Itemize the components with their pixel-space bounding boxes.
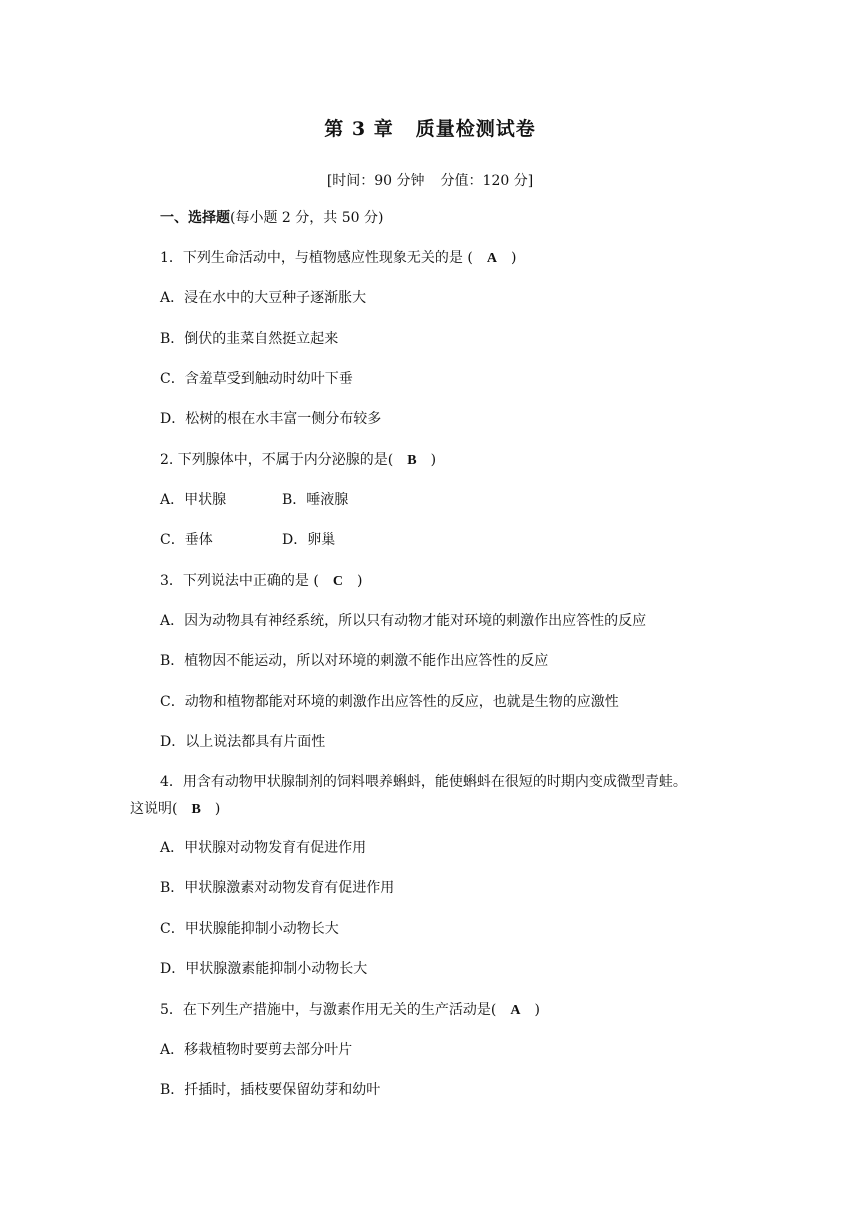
question-text: 3．下列说法中正确的是 ( [160,573,319,589]
option-line: D．以上说法都具有片面性 [160,734,326,750]
question-close: ) [356,573,363,589]
option-line: A．移栽植物时要剪去部分叶片 [160,1042,353,1058]
total-score: 分值：120 分] [440,173,534,189]
option-line: D．松树的根在水丰富一侧分布较多 [160,411,382,427]
option-line: B．扦插时，插枝要保留幼芽和幼叶 [160,1082,381,1098]
option-line: A．甲状腺 [160,492,227,508]
answer-mark: B [407,453,417,468]
option-line: C．甲状腺能抑制小动物长大 [160,921,339,937]
section-heading [160,208,383,228]
option-line: A．甲状腺对动物发育有促进作用 [160,840,367,856]
option-line: A．因为动物具有神经系统，所以只有动物才能对环境的刺激作出应答性的反应 [160,613,647,629]
option-line: B．植物因不能运动，所以对环境的刺激不能作出应答性的反应 [160,653,549,669]
question-3-stem [160,571,362,592]
option-line: B．倒伏的韭菜自然挺立起来 [160,331,339,347]
answer-mark: B [191,802,201,817]
question-1-stem [160,248,516,269]
option-line: B．唾液腺 [282,492,349,508]
answer-mark: C [332,574,343,589]
time-limit: [时间：90 分钟 [326,173,425,189]
question-4-stem-cont [130,799,220,820]
question-text: 1．下列生命活动中，与植物感应性现象无关的是 ( [160,250,473,266]
option-line: C．含羞草受到触动时幼叶下垂 [160,371,353,387]
question-text: 5．在下列生产措施中，与激素作用无关的生产活动是( [160,1002,497,1018]
option-line: A．浸在水中的大豆种子逐渐胀大 [160,290,367,306]
question-5-stem [160,1000,540,1021]
question-close: ) [214,801,221,817]
chapter-label: 第 3 章 [324,118,394,140]
page-title [0,114,860,141]
section-title: 一、选择题 [160,210,230,226]
option-line: D．甲状腺激素能抑制小动物长大 [160,961,368,977]
exam-title: 质量检测试卷 [415,118,536,140]
question-close: ) [510,250,517,266]
answer-mark: A [510,1003,521,1018]
option-line: C．垂体 [160,532,213,548]
option-line: D．卵巢 [282,532,336,548]
question-close: ) [430,452,437,468]
question-close: ) [534,1002,540,1018]
answer-mark: A [486,251,497,266]
question-text: 这说明( [130,801,178,817]
section-note: (每小题 2 分，共 50 分) [230,210,384,226]
option-line: C．动物和植物都能对环境的刺激作出应答性的反应，也就是生物的应激性 [160,694,619,710]
question-text: 2. 下列腺体中，不属于内分泌腺的是( [160,452,394,468]
question-4-stem: 4．用含有动物甲状腺制剂的饲料喂养蝌蚪，能使蝌蚪在很短的时期内变成微型青蛙。 [160,774,687,790]
exam-meta [0,170,860,190]
question-2-stem [160,450,436,471]
option-line: B．甲状腺激素对动物发育有促进作用 [160,880,395,896]
